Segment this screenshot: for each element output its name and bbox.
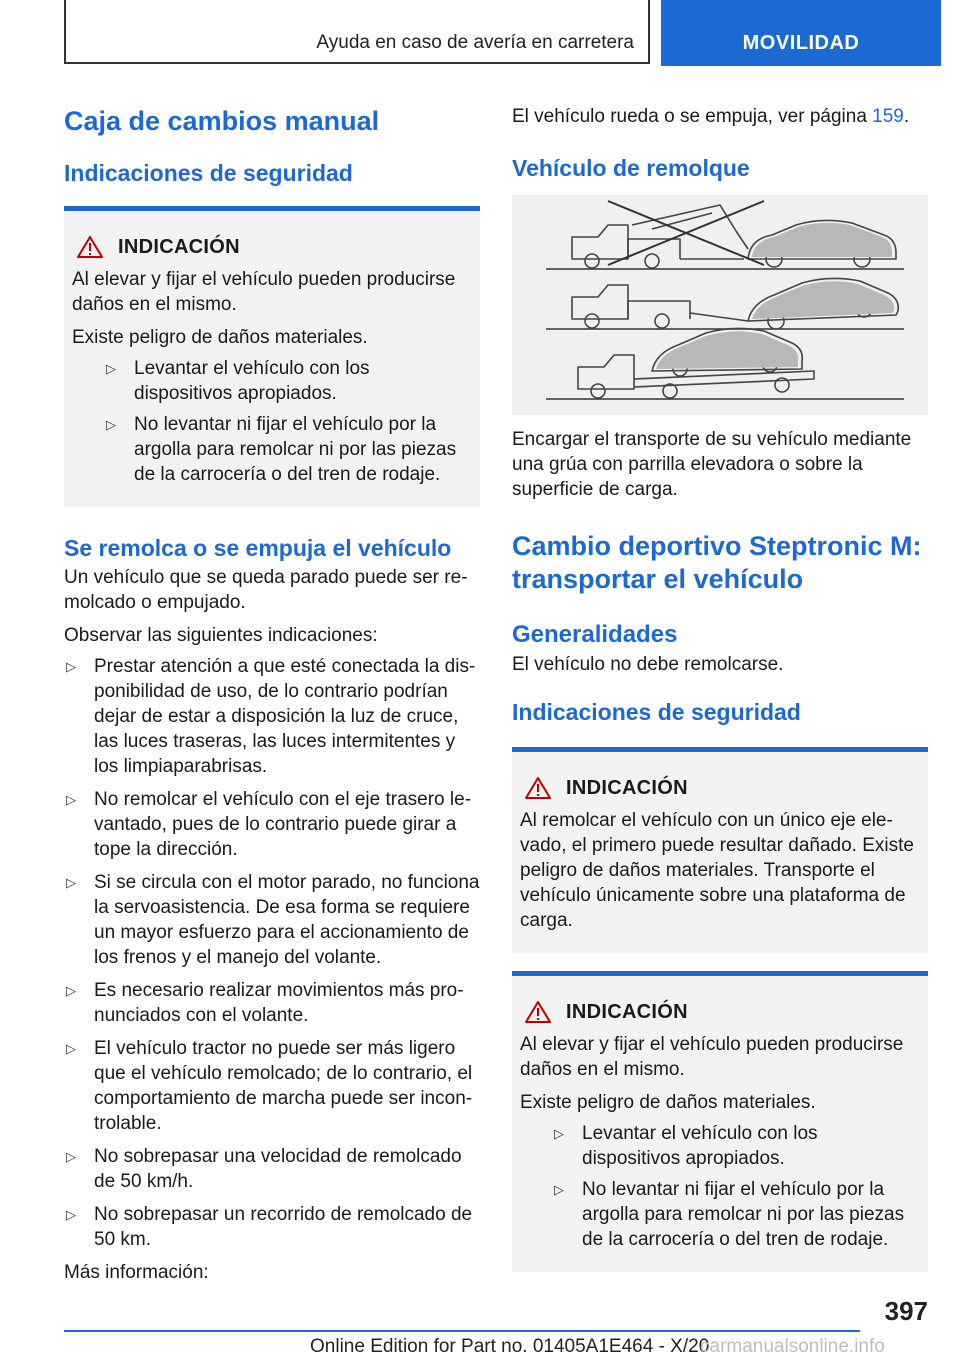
notice-list bbox=[552, 1121, 920, 1252]
triangle-bullet-icon: ▷ bbox=[66, 1041, 76, 1056]
reference-text: El vehículo rueda o se empuja, ver página bbox=[512, 106, 873, 127]
triangle-bullet-icon: ▷ bbox=[106, 361, 116, 376]
triangle-bullet-icon: ▷ bbox=[66, 1207, 76, 1222]
paragraph-transport: Encargar el transporte de su vehículo mediante una grúa con parrilla elevadora o sobre la superficie de carga. bbox=[512, 429, 912, 500]
list-item bbox=[64, 1036, 480, 1136]
list-item bbox=[104, 412, 472, 487]
notice-text: Al remolcar el vehículo con un único eje elevado, el primero puede resultar dañado. Existe peligro de daños materiales. Transporte el vehículo únicamente sobre una plataforma de carga. bbox=[520, 810, 914, 931]
page-link[interactable]: 159 bbox=[872, 106, 904, 127]
notice-text: Existe peligro de daños materiales. bbox=[520, 1092, 816, 1113]
left-column bbox=[64, 100, 480, 1285]
footer-divider bbox=[64, 1330, 860, 1332]
notice-title: INDICACIÓN bbox=[118, 235, 240, 258]
list-item bbox=[64, 654, 480, 779]
warning-triangle-icon bbox=[76, 235, 104, 259]
heading-general: Generalidades bbox=[512, 621, 678, 648]
list-item-text: Levantar el vehículo con los dispositivos apropiados. bbox=[582, 1123, 818, 1169]
heading-manual-gearbox: Caja de cambios manual bbox=[64, 106, 380, 136]
triangle-bullet-icon: ▷ bbox=[66, 1149, 76, 1164]
paragraph-more-info: Más información: bbox=[64, 1262, 209, 1283]
triangle-bullet-icon: ▷ bbox=[106, 417, 116, 432]
notice-title: INDICACIÓN bbox=[566, 776, 688, 799]
heading-tow-vehicle: Vehículo de remolque bbox=[512, 155, 750, 181]
warning-triangle-icon bbox=[524, 1000, 552, 1024]
list-item bbox=[64, 1144, 480, 1194]
header-section-box bbox=[64, 0, 650, 64]
list-item-text: No sobrepasar un recorrido de remolcado de 50 km. bbox=[94, 1204, 473, 1250]
reference-text-end: . bbox=[903, 106, 910, 127]
notice-header bbox=[72, 231, 472, 263]
tow-truck-illustration bbox=[512, 195, 928, 415]
list-item-text: Si se circula con el motor parado, no funciona la servoasistencia. De esa forma se requiere un mayor esfuerzo para el accionamiento de los frenos y el manejo del volante. bbox=[94, 872, 480, 968]
list-item-text: El vehículo tractor no puede ser más ligero que el vehículo remolcado; de lo contrario, el comportamiento de marcha puede ser incontrolable. bbox=[94, 1038, 473, 1134]
right-column bbox=[512, 100, 928, 1272]
page-header bbox=[0, 0, 960, 66]
list-item bbox=[552, 1121, 920, 1171]
list-item-text: Es necesario realizar movimientos más pronunciados con el volante. bbox=[94, 980, 464, 1026]
footer-edition: Online Edition for Part no. 01405A1E464 - X/20 bbox=[310, 1336, 710, 1357]
triangle-bullet-icon: ▷ bbox=[66, 792, 76, 807]
triangle-bullet-icon: ▷ bbox=[66, 983, 76, 998]
triangle-bullet-icon: ▷ bbox=[554, 1182, 564, 1197]
towing-illustration bbox=[512, 195, 928, 415]
chapter-tab[interactable]: MOVILIDAD bbox=[661, 0, 941, 66]
list-item-text: No levantar ni fijar el vehículo por la argolla para remolcar ni por las piezas de la carrocería o del tren de rodaje. bbox=[134, 414, 457, 485]
notice-text: Al elevar y fijar el vehículo pueden producirse daños en el mismo. bbox=[72, 269, 456, 315]
watermark: carmanualsonline.info bbox=[700, 1336, 885, 1357]
list-item bbox=[552, 1177, 920, 1252]
list-item-text: No sobrepasar una velocidad de remolcado de 50 km/h. bbox=[94, 1146, 462, 1192]
warning-triangle-icon bbox=[524, 776, 552, 800]
notice-box-lifting-right bbox=[512, 971, 928, 1272]
notice-list bbox=[104, 356, 472, 487]
notice-header bbox=[520, 772, 920, 804]
notice-text: Existe peligro de daños materiales. bbox=[72, 327, 368, 348]
triangle-bullet-icon: ▷ bbox=[66, 875, 76, 890]
header-section-title: Ayuda en caso de avería en carretera bbox=[316, 32, 634, 53]
heading-steptronic: Cambio deportivo Steptronic M: transportar el vehículo bbox=[512, 531, 922, 594]
paragraph-intro: Un vehículo que se queda parado puede ser remolcado o empujado. bbox=[64, 567, 468, 613]
notice-text: Al elevar y fijar el vehículo pueden producirse daños en el mismo. bbox=[520, 1034, 904, 1080]
list-item bbox=[64, 1202, 480, 1252]
list-item bbox=[104, 356, 472, 406]
paragraph-observe: Observar las siguientes indicaciones: bbox=[64, 625, 378, 646]
triangle-bullet-icon: ▷ bbox=[66, 659, 76, 674]
heading-safety-notes-right: Indicaciones de seguridad bbox=[512, 699, 801, 725]
notice-box-lifting bbox=[64, 206, 480, 507]
triangle-bullet-icon: ▷ bbox=[554, 1126, 564, 1141]
list-item-text: Prestar atención a que esté conectada la disponibilidad de uso, de lo contrario podrían dejar de estar a disposición la luz de cruce, las luces traseras, las luces intermitentes y los limpiaparabrisas. bbox=[94, 656, 476, 777]
list-item bbox=[64, 978, 480, 1028]
notice-box-single-axle bbox=[512, 747, 928, 953]
notice-header bbox=[520, 996, 920, 1028]
heading-safety-notes: Indicaciones de seguridad bbox=[64, 160, 353, 186]
page-number: 397 bbox=[884, 1296, 928, 1326]
paragraph-general: El vehículo no debe remolcarse. bbox=[512, 654, 784, 675]
list-item-text: No levantar ni fijar el vehículo por la argolla para remolcar ni por las piezas de la carrocería o del tren de rodaje. bbox=[582, 1179, 905, 1250]
notice-title: INDICACIÓN bbox=[566, 1000, 688, 1023]
paragraph-page-reference bbox=[512, 104, 928, 129]
list-item bbox=[64, 787, 480, 862]
towing-list bbox=[64, 654, 480, 1252]
list-item-text: Levantar el vehículo con los dispositivos apropiados. bbox=[134, 358, 370, 404]
heading-towing: Se remolca o se empuja el vehículo bbox=[64, 535, 452, 561]
list-item-text: No remolcar el vehículo con el eje trasero levantado, pues de lo contrario puede girar a tope la dirección. bbox=[94, 789, 472, 860]
list-item bbox=[64, 870, 480, 970]
